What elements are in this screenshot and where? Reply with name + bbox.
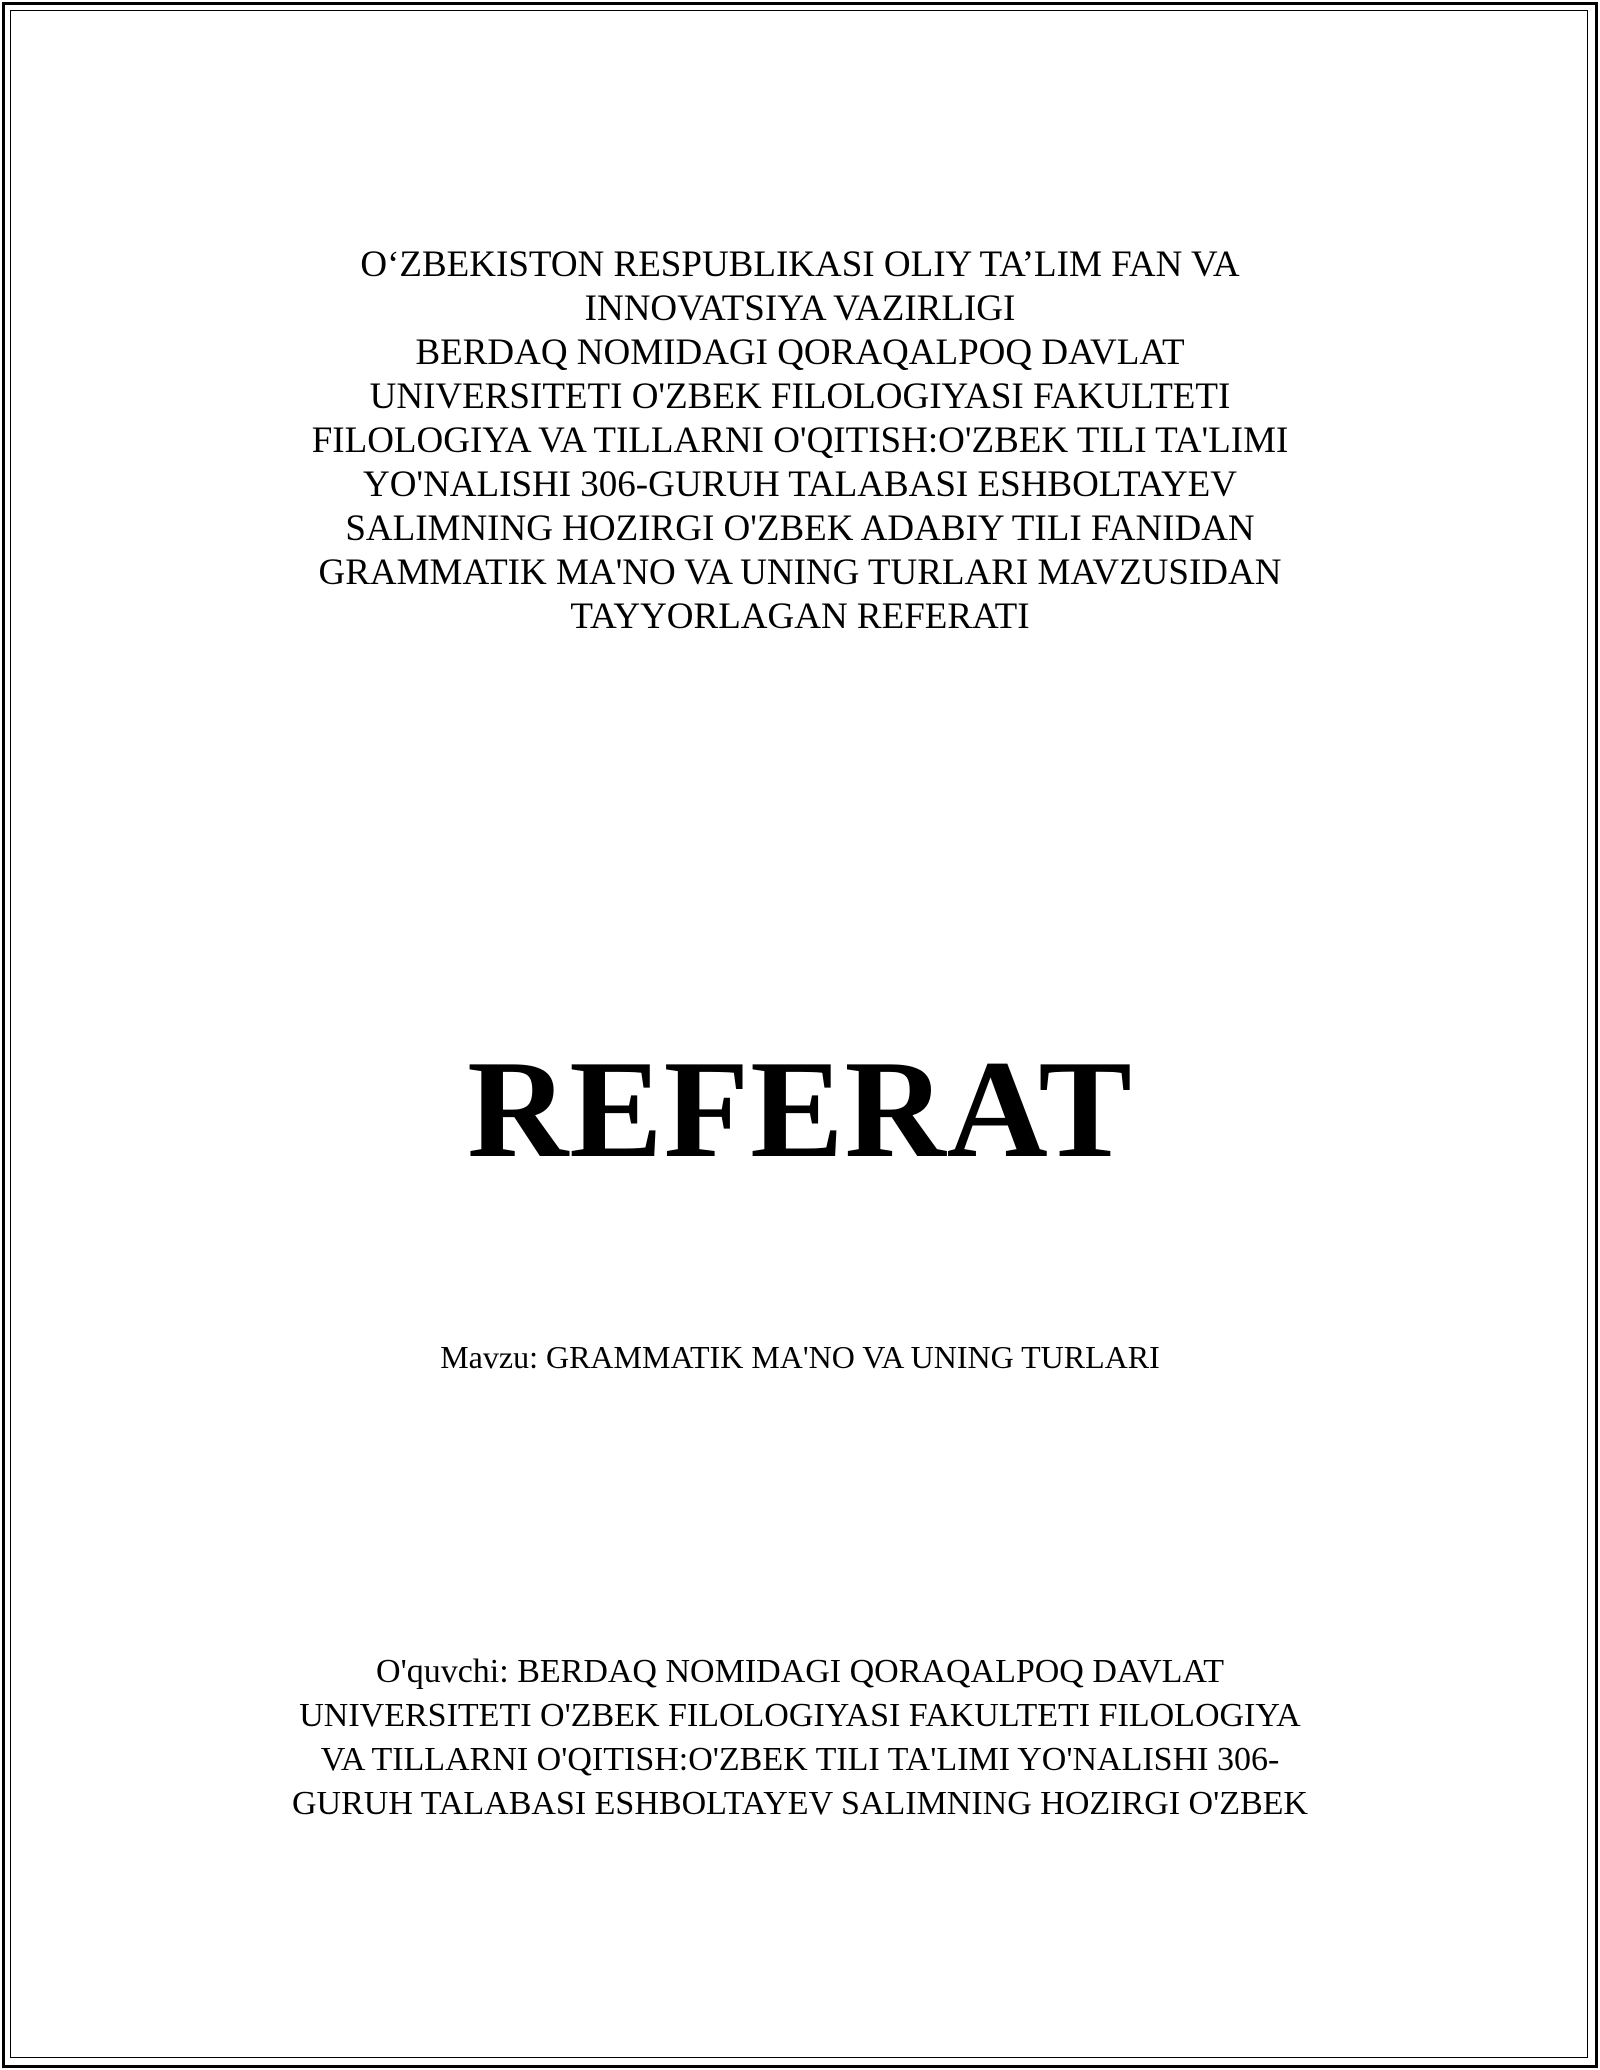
topic-line: Mavzu: GRAMMATIK MA'NO VA UNING TURLARI [440,1339,1160,1375]
student-line: GURUH TALABASI ESHBOLTAYEV SALIMNING HOZIRGI O'ZBEK [292,1785,1308,1822]
header-line: SALIMNING HOZIRGI O'ZBEK ADABIY TILI FANIDAN [345,508,1255,549]
header-line: BERDAQ NOMIDAGI QORAQALPOQ DAVLAT [415,332,1185,373]
header-line: YO'NALISHI 306-GURUH TALABASI ESHBOLTAYEV [362,464,1238,505]
header-line: GRAMMATIK MA'NO VA UNING TURLARI MAVZUSIDAN [318,552,1282,593]
header-line: O‘ZBEKISTON RESPUBLIKASI OLIY TA’LIM FAN VA [360,244,1240,285]
header-line: UNIVERSITETI O'ZBEK FILOLOGIYASI FAKULTETI [369,376,1231,417]
header-line: FILOLOGIYA VA TILLARNI O'QITISH:O'ZBEK TILI TA'LIMI [311,420,1289,461]
student-line: UNIVERSITETI O'ZBEK FILOLOGIYASI FAKULTETI FILOLOGIYA [299,1697,1301,1734]
student-line: VA TILLARNI O'QITISH:O'ZBEK TILI TA'LIMI YO'NALISHI 306- [320,1741,1280,1778]
institution-header [200,243,1400,639]
student-line: O'quvchi: BERDAQ NOMIDAGI QORAQALPOQ DAVLAT [376,1653,1224,1690]
header-line: TAYYORLAGAN REFERATI [570,596,1030,637]
student-info [200,1650,1400,1826]
document-title: REFERAT [467,1032,1133,1187]
header-line: INNOVATSIYA VAZIRLIGI [584,288,1016,329]
